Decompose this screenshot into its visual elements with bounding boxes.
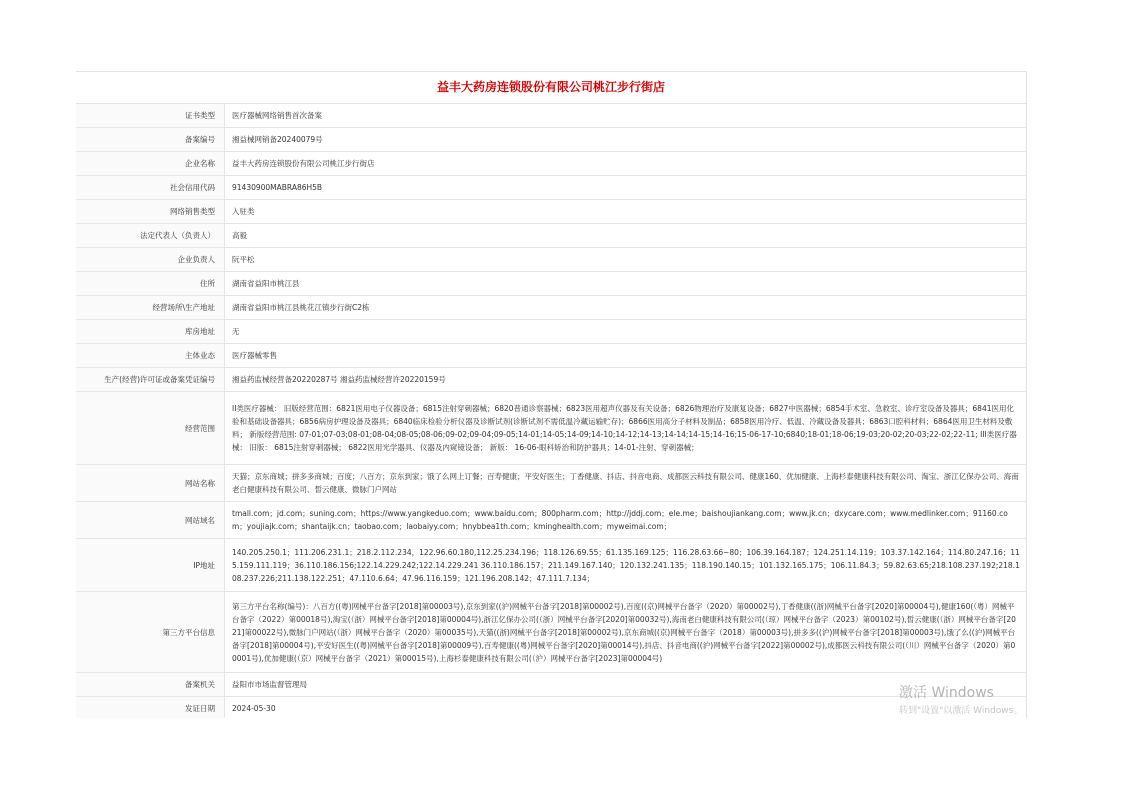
record-table — [76, 104, 1026, 718]
activate-windows-hint: 转到"设置"以激活 Windows。 — [899, 706, 1023, 715]
row-value: 医疗器械零售 — [225, 344, 1027, 368]
table-row-residence — [76, 272, 1026, 296]
table-row-warehouse — [76, 320, 1026, 344]
table-row-issue-date — [76, 697, 1026, 719]
row-label: 生产(经营)许可证或备案凭证编号 — [76, 368, 225, 392]
row-label: 网络销售类型 — [76, 200, 225, 224]
table-row-record-number — [76, 128, 1026, 152]
row-value: 湖南省益阳市桃江县 — [225, 272, 1027, 296]
row-value: 益丰大药房连锁股份有限公司桃江步行街店 — [225, 152, 1027, 176]
table-row-license-number — [76, 368, 1026, 392]
table-row-site-names — [76, 465, 1026, 502]
row-label: 证书类型 — [76, 104, 225, 128]
row-value: tmall.com；jd.com；suning.com；https://www.yangkeduo.com；www.baidu.com；800pharm.com；http://jddj.com；ele.me；baishoujiankang.com；www.jk.cn；dxycare.com；www.medlinker.com；91160.com；youjiajk.com；shantaijk.cn；taobao.com；laobaiyy.com；hnybbea1th.com；kminghealth.com；myweimai.com； — [225, 502, 1027, 539]
table-row-third-party — [76, 592, 1026, 673]
table-row-cert-type — [76, 104, 1026, 128]
row-label: 库房地址 — [76, 320, 225, 344]
table-row-legal-rep — [76, 224, 1026, 248]
row-label: 备案机关 — [76, 673, 225, 697]
row-label: 网站域名 — [76, 502, 225, 539]
row-label: 住所 — [76, 272, 225, 296]
row-label: 经营场所\生产地址 — [76, 296, 225, 320]
table-row-business-address — [76, 296, 1026, 320]
row-value: II类医疗器械： 旧版经营范围：6821医用电子仪器设备；6815注射穿刺器械；6820普通诊察器械；6823医用超声仪器及有关设备；6826物理治疗及康复设备；6827中医器械；6854手术室、急救室、诊疗室设备及器具；6841医用化验和基础设备器具；6856病房护理设备及器具；6840临床检验分析仪器及诊断试剂(诊断试剂不需低温冷藏运输贮存)；6866医用高分子材料及制品；6858医用冷疗、低温、冷藏设备及器具；6863口腔科材料；6864医用卫生材料及敷料； 新版经营范围: 07-01;07-03;08-01;08-04;08-05;08-06;09-02;09-04;09-05;14-01;14-05;14-09;14-10;14-12;14-13;14-14;14-15;14-16;15-06-17-10;6840;18-01;18-06;19-03;20-02;20-03;22-02;22-11; III类医疗器械： 旧版： 6815注射穿刺器械； 6822医用光学器具、仪器及内窥镜设备； 新版： 16-06-眼科矫治和防护器具；14-01-注射、穿刺器械； — [225, 392, 1027, 465]
row-label: IP地址 — [76, 539, 225, 592]
row-label: 企业名称 — [76, 152, 225, 176]
row-value: 湖南省益阳市桃江县桃花江镇步行街C2栋 — [225, 296, 1027, 320]
row-value: 91430900MABRA86H5B — [225, 176, 1027, 200]
table-row-company-head — [76, 248, 1026, 272]
row-label: 法定代表人（负责人） — [76, 224, 225, 248]
row-value: 天猫；京东商城；拼多多商城；百度；八百方；京东到家；饿了么网上订餐；百寿健康；平安好医生；丁香健康、抖店、抖音电商、成都医云科技有限公司、健康160、优加健康、上海杉泰健康科技有限公司、淘宝、浙江亿保办公司、海南老白健康科技有限公司、皙云健康、微脉门户网站 — [225, 465, 1027, 502]
table-row-domains — [76, 502, 1026, 539]
row-value: 140.205.250.1；111.206.231.1；218.2.112.234，122.96.60.180,112.25.234.196；118.126.69.55；61.135.169.125；116.28.63.66~80；106.39.164.187；124.251.14.119；103.37.142.164；114.80.247.16；115.159.111.119；36.110.186.156;122.14.229.242;122.14.229.241 36.110.186.157；211.149.167.140；120.132.241.135；118.190.140.15；101.132.165.175；106.11.84.3；59.82.63.65;218.108.237.192;218.108.237.226;211.138.122.251；47.110.6.64；47.96.116.159；121.196.208.142；47.111.7.134； — [225, 539, 1027, 592]
row-label: 发证日期 — [76, 697, 225, 719]
table-row-record-authority — [76, 673, 1026, 697]
table-row-business-scope — [76, 392, 1026, 465]
row-label: 社会信用代码 — [76, 176, 225, 200]
row-value: 高毅 — [225, 224, 1027, 248]
row-label: 备案编号 — [76, 128, 225, 152]
record-document — [76, 71, 1027, 718]
row-label: 网站名称 — [76, 465, 225, 502]
row-label: 第三方平台信息 — [76, 592, 225, 673]
row-value: 阮平松 — [225, 248, 1027, 272]
table-row-sales-type — [76, 200, 1026, 224]
row-value: 入驻类 — [225, 200, 1027, 224]
table-row-credit-code — [76, 176, 1026, 200]
row-label: 主体业态 — [76, 344, 225, 368]
row-value: 益阳市市场监督管理局 — [225, 673, 1027, 697]
row-value: 医疗器械网络销售首次备案 — [225, 104, 1027, 128]
table-row-company-name — [76, 152, 1026, 176]
row-value: 湘益械网销备20240079号 — [225, 128, 1027, 152]
table-row-business-form — [76, 344, 1026, 368]
row-value: 第三方平台名称(编号)：八百方((粤)网械平台备字[2018]第00003号),京东到家((沪)网械平台备字[2018]第00002号),百度((京)网械平台备字（2020）第00002号),丁香健康((浙)网械平台备字[2020]第00004号),健康160(（粤）网械平台备字（2022）第00018号),淘宝(（浙）网械平台备字[2018]第00004号),浙江亿保办公司(（浙）网械平台备字[2020]第00032号),海南老白健康科技有限公司(（琼）网械平台备字（2023）第00102号),皙云健康(（浙）网械平台备字[2021]第00022号),微脉门户网站(（浙）网械平台备字（2020）第00035号),天猫((浙)网械平台备字[2018]第00002号),京东商城((京)网械平台备字（2018）第00003号),拼多多((沪)网械平台备字[2018]第00003号),饿了么((沪)网械平台备字[2018]第00004号),平安好医生((粤)网械平台备字[2018]第00009号),百寿健康((粤)网械平台备字[2020]第00014号),抖店、抖音电商((沪)网械平台备字[2022]第00002号),成都医云科技有限公司(（川）网械平台备字（2020）第00001号),优加健康(（京）网械平台备字（2021）第00015号),上海杉泰健康科技有限公司(（沪）网械平台备字[2023]第00004号) — [225, 592, 1027, 673]
document-title: 益丰大药房连锁股份有限公司桃江步行街店 — [76, 71, 1026, 104]
table-row-ip-addresses — [76, 539, 1026, 592]
row-value: 2024-05-30 — [225, 697, 1027, 719]
activate-windows-watermark: 激活 Windows — [899, 685, 994, 701]
row-value: 湘益药监械经营备20220287号 湘益药监械经营许20220159号 — [225, 368, 1027, 392]
row-label: 企业负责人 — [76, 248, 225, 272]
row-label: 经营范围 — [76, 392, 225, 465]
row-value: 无 — [225, 320, 1027, 344]
